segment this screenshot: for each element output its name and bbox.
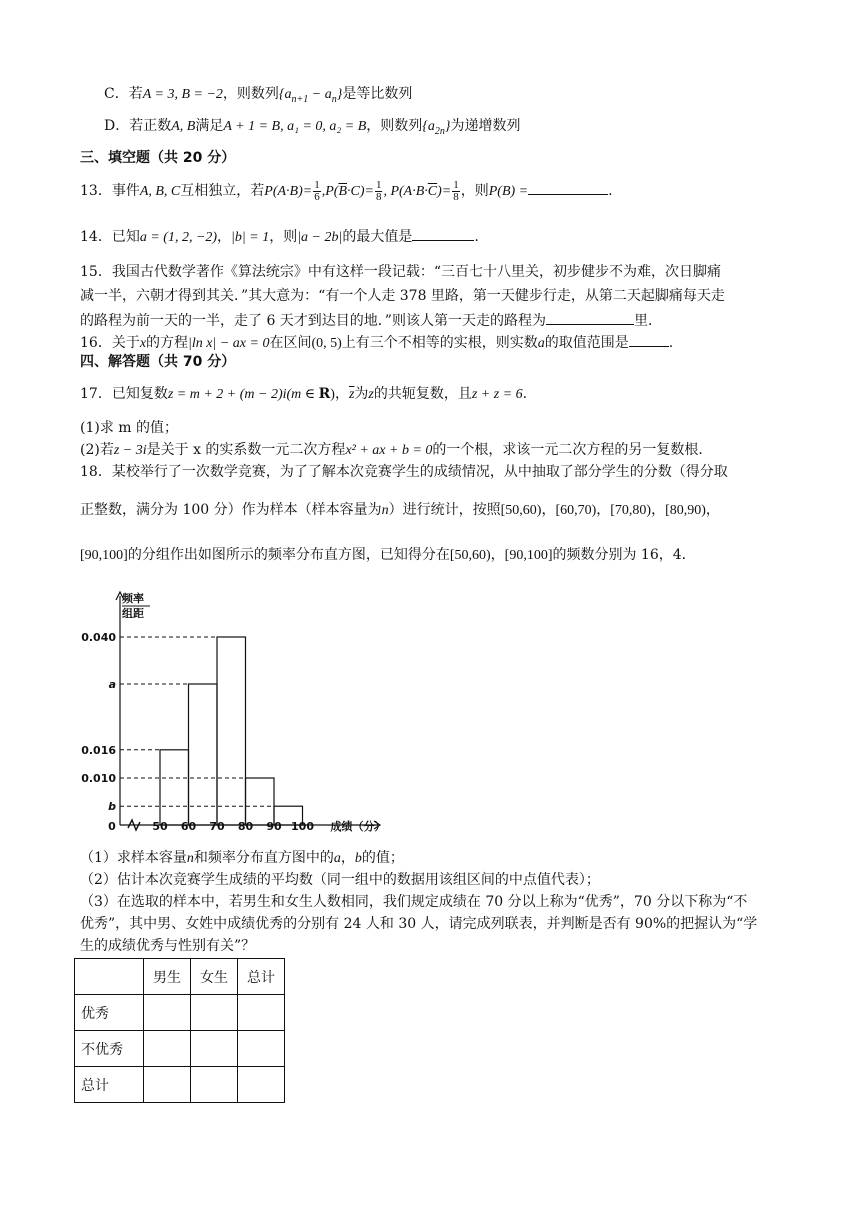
q18-p1-comma: ， — [340, 850, 355, 866]
table-cell[interactable] — [238, 1031, 285, 1067]
q18-p1-b: b — [354, 851, 362, 866]
q18-line3-text: 的分组作出如图所示的频率分布直方图，已知得分在 — [127, 547, 450, 563]
x-tick-label: 100 — [291, 820, 314, 833]
q17-z: z = m + 2 + (m − 2)i(m ∈ — [167, 387, 319, 402]
option-d-label: D． — [104, 118, 130, 134]
answer-blank — [528, 180, 608, 195]
q18-p1-end: 的值； — [361, 850, 404, 866]
option-c-text: 若 — [128, 86, 143, 102]
table-header-row — [75, 959, 285, 995]
answer-blank — [546, 310, 634, 325]
section-4-title: 四、解答题（共 70 分） — [80, 354, 236, 370]
histogram-bar — [160, 750, 189, 825]
x-axis-label: 成绩（分） — [330, 820, 386, 833]
table-cell[interactable] — [191, 995, 238, 1031]
q16-interval: (0, 5) — [311, 336, 342, 351]
option-d-math-2: A + 1 = B, a₁ = 0, a₂ = B — [223, 119, 367, 134]
option-d-seq: $\{a_{2n}\}$ — [422, 119, 451, 137]
contingency-table — [74, 958, 285, 1103]
q17-part-1: (1)求 m 的值； — [80, 420, 179, 436]
answer-blank — [629, 332, 669, 347]
q17-z2: z — [368, 387, 374, 402]
q18-p1-text: （1）求样本容量 — [80, 850, 187, 866]
origin-label: 0 — [108, 820, 116, 833]
table-cell[interactable] — [144, 1031, 191, 1067]
q18-line2-text: 正整数，满分为 100 分）作为样本（样本容量为 — [80, 502, 382, 518]
y-tick-label: 0.040 — [81, 631, 116, 644]
q17-text-3: 为 — [354, 386, 369, 402]
q16-text-3: 在区间 — [269, 335, 312, 351]
q18-part-3-line-2: 优秀”，其中男、女姓中成绩优秀的分别有 24 人和 30 人，请完成列联表，并判断是否有 90%的把握认为“学 — [80, 916, 758, 932]
q14-number: 14． — [80, 229, 112, 245]
q13-number: 13． — [80, 183, 112, 199]
q13-pb: P(B) = — [488, 184, 529, 199]
table-row-label: 不优秀 — [75, 1031, 144, 1067]
q13-text-2: 互相独立，若 — [180, 183, 265, 199]
y-axis-label-top: 频率 — [122, 592, 144, 605]
y-tick-label: a — [108, 678, 116, 691]
q18-p1-n: n — [186, 851, 194, 866]
q16-text-4: 上有三个不相等的实根，则实数 — [341, 335, 538, 351]
question-18-line-3 — [80, 545, 696, 566]
q13-condition-1: P(A·B)= $\frac{1}{6}$ $,P(\overline{B}\cdot C)=$ $\frac{1}{8}$ , $P(A\cdot B\cdot\overline{C})=$ $\frac{1}{8}$ — [264, 179, 459, 204]
option-c-seq: $\{a_{n+1} - a_n\}$ — [278, 87, 343, 105]
q18-part-3-line-3: 生的成绩优秀与性别有关”？ — [80, 938, 256, 954]
histogram-bar — [189, 684, 218, 825]
table-row-label: 总计 — [75, 1067, 144, 1103]
y-tick-label: 0.010 — [81, 772, 116, 785]
table-cell[interactable] — [238, 995, 285, 1031]
q18-part-3-line-1: （3）在选取的样本中，若男生和女生人数相同，我们规定成绩在 70 分以上称为“优秀”，70 分以下称为“不 — [80, 894, 748, 910]
table-header-cell: 总计 — [238, 959, 285, 995]
option-c-math: A = 3, B = −2 — [142, 87, 223, 102]
q17-close: ) — [330, 387, 335, 402]
x-tick-label: 70 — [209, 820, 225, 833]
q17-part2-text-3: 的一个根，求该一元二次方程的另一复数根． — [432, 442, 713, 458]
q18-p1-a: a — [333, 851, 341, 866]
q14-text: 已知 — [111, 229, 140, 245]
q18-part-1 — [80, 848, 404, 869]
q17-number: 17．已知复数 — [80, 386, 168, 402]
question-16: 16．关于x的方程|ln x| − ax = 0在区间(0, 5)上有三个不相等的实根，则实数a的取值范围是 . — [80, 332, 673, 354]
q14-text-3: ，则 — [269, 229, 298, 245]
q18-line3-end: 的频数分别为 16，4． — [552, 547, 696, 563]
option-d-text-2: 满足 — [195, 118, 224, 134]
q14-text-2: ， — [217, 229, 232, 245]
question-18-line-1: 18．某校举行了一次数学竞赛，为了了解本次竞赛学生的成绩情况，从中抽取了部分学生的分数（得分取 — [80, 464, 728, 480]
q16-a: a — [537, 336, 545, 351]
y-axis-label-bottom: 组距 — [122, 607, 144, 620]
q14-expr: |a − 2b| — [297, 230, 343, 245]
q18-n: n — [381, 503, 389, 518]
question-13: 13．事件A, B, C互相独立，若P(A·B)= $\frac{1}{6}$ $,P(\overline{B}\cdot C)=$ $\frac{1}{8}$ , $P(A\cdot B\cdot\overline{C})=$ $\frac{1}{8}$ ，则P(B) = . — [80, 179, 613, 204]
section-3-title: 三、填空题（共 20 分） — [80, 150, 236, 166]
option-d-text: 若正数 — [129, 118, 172, 134]
q18-interval-90-100-b: [90,100] — [504, 548, 553, 563]
q17-text-4: 的共轭复数，且 — [373, 386, 472, 402]
q16-equation: |ln x| − ax = 0 — [188, 336, 270, 351]
table-cell[interactable] — [144, 1067, 191, 1103]
q16-x: x — [139, 336, 147, 351]
q14-norm: |b| = 1 — [231, 230, 270, 245]
q18-intervals: [50,60)，[60,70)，[70,80)，[80,90)， — [500, 503, 720, 518]
answer-blank — [412, 226, 474, 241]
q17-text-2: ， — [334, 386, 349, 402]
y-tick-label: b — [108, 800, 116, 814]
question-17: 17．已知复数z = m + 2 + (m − 2)i(m ∈ R)，$\overline{z}$为z的共轭复数，且z + z = 6. — [80, 386, 528, 402]
question-18-line-2 — [80, 500, 720, 521]
q18-line2-text-2: ）进行统计，按照 — [388, 502, 501, 518]
table-row — [75, 995, 285, 1031]
table-header-cell: 男生 — [144, 959, 191, 995]
y-tick-label: 0.016 — [81, 743, 116, 757]
q17-sum: z + z = 6 — [471, 387, 523, 402]
option-d — [104, 116, 521, 142]
q17-part2-eq: x² + ax + b = 0 — [345, 443, 433, 458]
q17-part2-expr: z − 3i — [113, 443, 147, 458]
option-c-label: C． — [104, 86, 129, 102]
table-header-cell — [75, 959, 144, 995]
q18-comma: ， — [490, 547, 505, 563]
question-15-line-3 — [80, 310, 662, 331]
option-c-text-2: ，则数列 — [222, 86, 279, 102]
histogram-bar — [246, 778, 275, 825]
q18-interval-90-100: [90,100] — [80, 548, 128, 563]
q16-text-5: 的取值范围是 — [544, 335, 629, 351]
q13-text-3: ，则 — [460, 183, 489, 199]
histogram-bar — [217, 637, 246, 825]
x-tick-label: 90 — [266, 820, 282, 833]
q13-text: 事件 — [111, 183, 140, 199]
option-c — [104, 84, 412, 110]
x-tick-label: 80 — [237, 820, 254, 833]
q17-part2-text: (2)若 — [80, 442, 114, 458]
frequency-histogram — [81, 588, 400, 838]
x-tick-label: 50 — [152, 820, 168, 833]
q14-vector: a = (1, 2, −2) — [139, 230, 218, 245]
table-row-label: 优秀 — [75, 995, 144, 1031]
axis-break-mark — [128, 820, 140, 830]
question-14: 14．已知a = (1, 2, −2)，|b| = 1，则|a − 2b|的最大值是 . — [80, 226, 479, 248]
table-header-cell: 女生 — [191, 959, 238, 995]
q18-p1-text-2: 和频率分布直方图中的 — [193, 850, 334, 866]
q16-number: 16．关于 — [80, 335, 140, 351]
question-15-line-1: 15．我国古代数学著作《算法统宗》中有这样一段记载：“三百七十八里关，初步健步不为难，次日脚痛 — [80, 264, 721, 280]
q17-real-set: R — [318, 386, 331, 402]
q16-text-2: 的方程 — [146, 335, 189, 351]
table-row — [75, 1031, 285, 1067]
option-c-text-3: 是等比数列 — [342, 86, 413, 102]
q17-zbar: $\overline{z}$ — [348, 387, 355, 402]
x-tick-label: 60 — [180, 820, 197, 833]
table-row — [75, 1067, 285, 1103]
table-cell[interactable] — [191, 1067, 238, 1103]
q18-part-2: （2）估计本次竞赛学生成绩的平均数（同一组中的数据用该组区间的中点值代表）； — [80, 872, 600, 888]
q15-line3-text: 的路程为前一天的一半，走了 6 天才到达目的地．”则该人第一天走的路程为 — [80, 313, 546, 329]
q15-line3-end: 里． — [633, 313, 662, 329]
option-d-text-3: ，则数列 — [366, 118, 423, 134]
q13-vars: A, B, C — [139, 184, 181, 199]
q17-part2-text-2: 是关于 x 的实系数一元二次方程 — [146, 442, 346, 458]
q17-part-2 — [80, 440, 712, 461]
q14-text-4: 的最大值是 — [342, 229, 413, 245]
option-d-text-4: 为递增数列 — [450, 118, 521, 134]
option-d-math-1: A, B — [171, 119, 196, 134]
table-cell[interactable] — [238, 1067, 285, 1103]
histogram-layer — [81, 591, 385, 833]
table-cell[interactable] — [191, 1031, 238, 1067]
q18-interval-50-60: [50,60) — [449, 548, 491, 563]
table-cell[interactable] — [144, 995, 191, 1031]
question-15-line-2: 减一半，六朝才得到其关．”其大意为：“有一个人走 378 里路，第一天健步行走，从第二天起脚痛每天走 — [80, 288, 725, 304]
